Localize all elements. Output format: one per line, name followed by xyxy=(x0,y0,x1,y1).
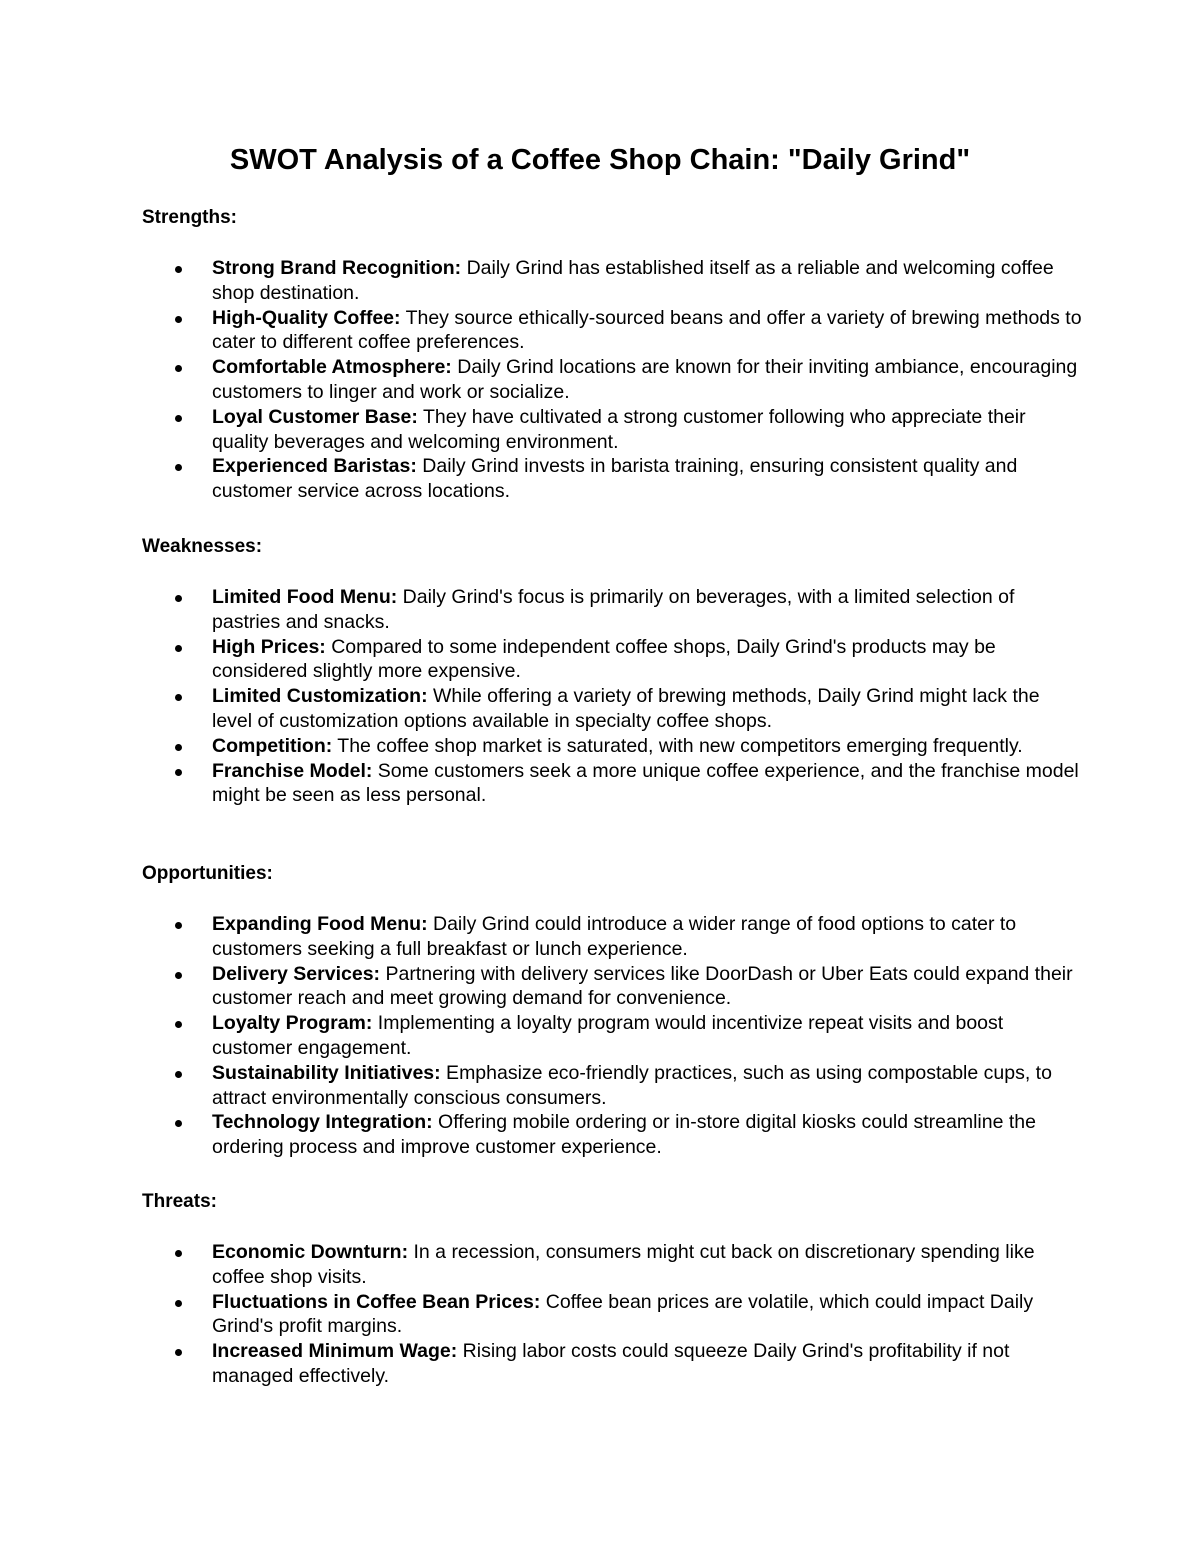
bullet-icon xyxy=(175,972,182,979)
item-term: Loyal Customer Base: xyxy=(212,405,418,428)
item-text: In a recession, consumers might cut back on discretionary spending like coffee shop visits. xyxy=(212,1241,1035,1288)
threats-list xyxy=(142,1240,1082,1389)
item-term: Strong Brand Recognition: xyxy=(212,257,462,279)
item-text: They have cultivated a strong customer following who appreciate their quality beverages and welcoming environment. xyxy=(212,405,1026,453)
item-text: Coffee bean prices are volatile, which could impact Daily Grind's profit margins. xyxy=(212,1290,1034,1338)
item-text: Rising labor costs could squeeze Daily Grind's profitability if not managed effectively. xyxy=(212,1340,1010,1387)
bullet-icon xyxy=(175,1300,182,1307)
bullet-icon xyxy=(175,769,182,776)
item-text: Implementing a loyalty program would incentivize repeat visits and boost customer engagement. xyxy=(212,1012,1004,1059)
bullet-icon xyxy=(175,595,182,602)
list-item xyxy=(142,454,1082,504)
item-term: Limited Food Menu: xyxy=(212,586,398,608)
section-opportunities xyxy=(142,862,1082,1160)
section-strengths xyxy=(142,206,1082,504)
item-term: Loyalty Program: xyxy=(212,1012,373,1035)
bullet-icon xyxy=(175,1021,182,1028)
item-term: Experienced Baristas: xyxy=(212,455,417,478)
list-item xyxy=(142,585,1082,635)
list-item xyxy=(142,912,1082,962)
list-item xyxy=(142,405,1082,455)
section-heading-weaknesses: Weaknesses: xyxy=(142,536,263,557)
list-item xyxy=(142,734,1082,759)
item-term: Fluctuations in Coffee Bean Prices: xyxy=(212,1290,541,1313)
bullet-icon xyxy=(175,365,182,372)
item-text: Daily Grind has established itself as a reliable and welcoming coffee shop destination. xyxy=(212,257,1054,304)
item-term: Delivery Services: xyxy=(212,962,381,985)
item-text: Daily Grind could introduce a wider range of food options to cater to customers seeking a full breakfast or lunch experience. xyxy=(212,913,1017,960)
list-item xyxy=(142,306,1082,356)
list-item xyxy=(142,1110,1082,1160)
item-term: Comfortable Atmosphere: xyxy=(212,356,452,379)
bullet-icon xyxy=(175,1250,182,1257)
item-term: High Prices: xyxy=(212,635,326,658)
list-item xyxy=(142,1240,1082,1290)
document-title: SWOT Analysis of a Coffee Shop Chain: "Daily Grind" xyxy=(229,144,971,176)
item-term: Sustainability Initiatives: xyxy=(212,1061,441,1084)
item-term: Limited Customization: xyxy=(212,685,428,708)
bullet-icon xyxy=(175,744,182,751)
list-item xyxy=(142,759,1082,809)
section-heading-opportunities: Opportunities: xyxy=(142,863,273,884)
list-item xyxy=(142,355,1082,405)
bullet-icon xyxy=(175,694,182,701)
bullet-icon xyxy=(175,645,182,652)
bullet-icon xyxy=(175,266,182,273)
item-term: Franchise Model: xyxy=(212,759,373,782)
item-term: Technology Integration: xyxy=(212,1111,433,1134)
list-item xyxy=(142,684,1082,734)
item-term: Increased Minimum Wage: xyxy=(212,1340,458,1363)
item-text: While offering a variety of brewing methods, Daily Grind might lack the level of customization options available in specialty coffee shops. xyxy=(212,685,1040,732)
item-text: Daily Grind's focus is primarily on beverages, with a limited selection of pastries and snacks. xyxy=(212,586,1015,633)
item-text: Partnering with delivery services like DoorDash or Uber Eats could expand their customer reach and meet growing demand for convenience. xyxy=(212,962,1073,1010)
item-text: Daily Grind invests in barista training, ensuring consistent quality and customer service across locations. xyxy=(212,455,1018,503)
weaknesses-list xyxy=(142,585,1082,808)
list-item xyxy=(142,1061,1082,1111)
bullet-icon xyxy=(175,316,182,323)
list-item xyxy=(142,1290,1082,1340)
opportunities-list xyxy=(142,912,1082,1160)
bullet-icon xyxy=(175,415,182,422)
list-item xyxy=(142,962,1082,1012)
list-item xyxy=(142,256,1082,306)
item-term: Expanding Food Menu: xyxy=(212,913,428,935)
bullet-icon xyxy=(175,1071,182,1078)
section-heading-threats: Threats: xyxy=(142,1191,217,1212)
bullet-icon xyxy=(175,922,182,929)
item-text: Daily Grind locations are known for their inviting ambiance, encouraging customers to linger and work or socialize. xyxy=(212,356,1078,403)
section-heading-strengths: Strengths: xyxy=(142,207,237,228)
item-term: Competition: xyxy=(212,734,333,757)
item-term: Economic Downturn: xyxy=(212,1241,409,1263)
strengths-list xyxy=(142,256,1082,504)
section-weaknesses xyxy=(142,535,1082,808)
bullet-icon xyxy=(175,464,182,471)
section-threats xyxy=(142,1190,1082,1389)
list-item xyxy=(142,635,1082,685)
list-item xyxy=(142,1339,1082,1389)
bullet-icon xyxy=(175,1349,182,1356)
item-term: High-Quality Coffee: xyxy=(212,306,401,329)
bullet-icon xyxy=(175,1120,182,1127)
list-item xyxy=(142,1011,1082,1061)
item-text: The coffee shop market is saturated, with new competitors emerging frequently. xyxy=(332,734,1023,757)
item-text: Compared to some independent coffee shops, Daily Grind's products may be considered slightly more expensive. xyxy=(212,635,996,683)
item-text: They source ethically-sourced beans and offer a variety of brewing methods to cater to different coffee preferences. xyxy=(212,306,1082,354)
item-text: Emphasize eco-friendly practices, such as using compostable cups, to attract environmentally conscious consumers. xyxy=(212,1061,1052,1109)
item-text: Offering mobile ordering or in-store digital kiosks could streamline the ordering process and improve customer experience. xyxy=(212,1111,1036,1159)
item-text: Some customers seek a more unique coffee experience, and the franchise model might be seen as less personal. xyxy=(212,759,1079,807)
